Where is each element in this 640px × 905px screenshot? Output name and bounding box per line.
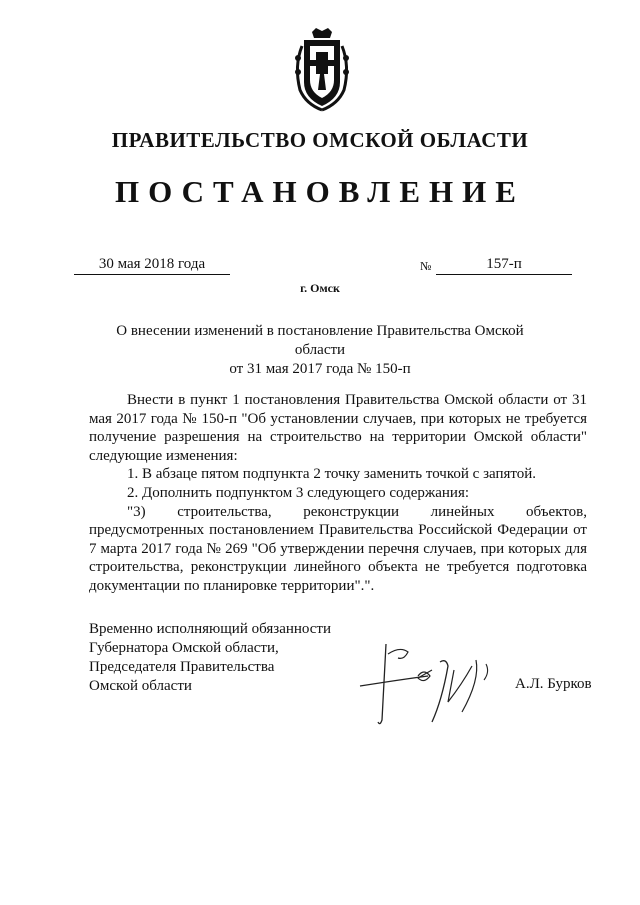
document-type: ПОСТАНОВЛЕНИЕ [115, 174, 525, 209]
coat-of-arms-icon [290, 26, 354, 112]
organization-title: ПРАВИТЕЛЬСТВО ОМСКОЙ ОБЛАСТИ [111, 128, 529, 152]
body-paragraph: "3) строительства, реконструкции линейных объектов, предусмотренных постановлением Правительства Российской Федерации от 7 марта 2017 года № 269 "Об утверждении перечня случаев, при которых для строительства, реконструкции линейного объекта не требуется подготовка документации по планировке территории".". [89, 503, 587, 594]
city: г. Омск [300, 281, 340, 295]
subject-line: от 31 мая 2017 года № 150-п [229, 361, 411, 377]
document-subject [90, 322, 550, 379]
signatory-name: А.Л. Бурков [515, 676, 592, 692]
subject-line: О внесении изменений в постановление Правительства Омской области [116, 323, 524, 358]
signatory-title-line: Губернатора Омской области, [89, 640, 279, 656]
document-body [89, 391, 587, 596]
signatory-title-line: Временно исполняющий обязанности [89, 621, 332, 637]
number-sign: № [420, 259, 432, 273]
signatory-title-line: Председателя Правительства [89, 659, 275, 675]
document-date: 30 мая 2018 года [74, 256, 230, 275]
body-paragraph: 1. В абзаце пятом подпункта 2 точку заменить точкой с запятой. [127, 466, 537, 483]
handwritten-signature [358, 640, 508, 730]
signatory-title [89, 620, 331, 696]
document-number: 157-п [436, 256, 572, 275]
signatory-title-line: Омской области [89, 678, 192, 694]
body-paragraph: 2. Дополнить подпунктом 3 следующего содержания: [127, 484, 470, 501]
body-paragraph: Внести в пункт 1 постановления Правительства Омской области от 31 мая 2017 года № 150-п "Об установлении случаев, при которых не требуется получение разрешения на строительство на территории Омской области" следующие изменения: [89, 392, 587, 464]
